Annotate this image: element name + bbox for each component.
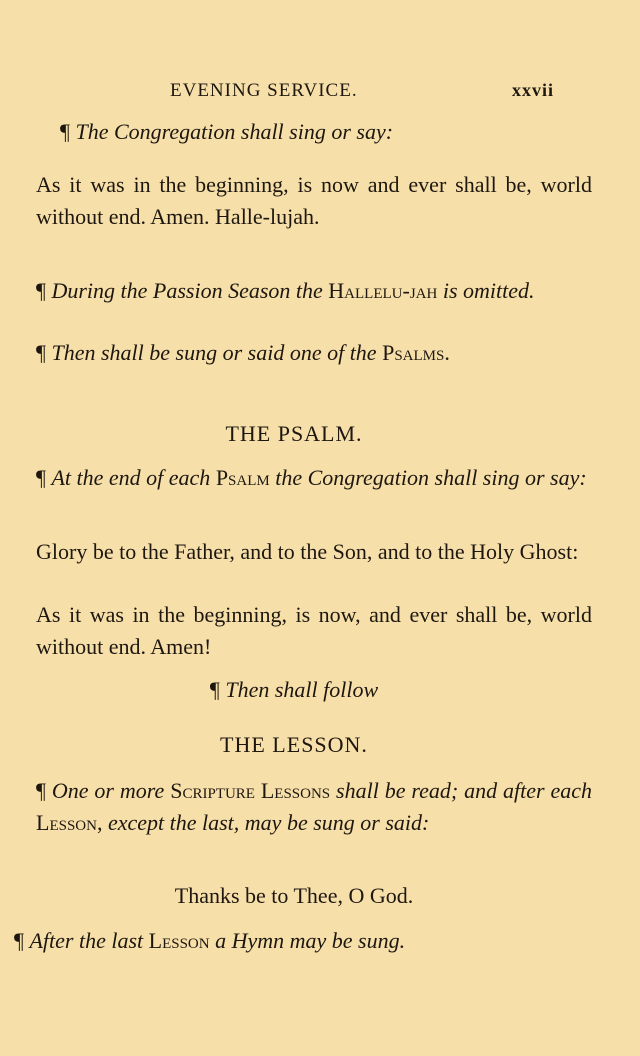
small-caps-hallelujah: Hallelu-jah bbox=[328, 278, 438, 303]
small-caps-lesson: Lesson, bbox=[36, 810, 103, 835]
gloria-patri-line2: As it was in the beginning, is now, and ever shall be, world without end. Amen! bbox=[36, 602, 592, 659]
rubric-end-of-psalm bbox=[14, 462, 592, 494]
response-thanks-be: Thanks be to Thee, O God. bbox=[174, 883, 414, 908]
page-number: xxvii bbox=[512, 80, 555, 100]
pilcrow-icon: ¶ bbox=[36, 465, 46, 490]
rubric-text: The Congregation shall sing or say: bbox=[75, 119, 394, 144]
rubric-then-shall-follow bbox=[14, 674, 574, 706]
pilcrow-icon: ¶ bbox=[60, 119, 70, 144]
rubric-congregation-sing bbox=[60, 116, 580, 148]
pilcrow-icon: ¶ bbox=[36, 278, 46, 303]
rubric-psalms bbox=[14, 337, 592, 369]
rubric-scripture-lessons bbox=[14, 775, 592, 839]
rubric-text: shall be read; and after each bbox=[336, 778, 593, 803]
pilcrow-icon: ¶ bbox=[36, 340, 46, 365]
rubric-text: Then shall be sung or said one of the bbox=[51, 340, 377, 365]
running-head: EVENING SERVICE. bbox=[170, 80, 358, 101]
rubric-text: At the end of each bbox=[51, 465, 211, 490]
rubric-text: During the Passion Season the bbox=[51, 278, 323, 303]
small-caps-psalms: Psalms. bbox=[382, 340, 450, 365]
rubric-hymn bbox=[14, 925, 584, 957]
small-caps-lesson: Lesson bbox=[148, 928, 210, 953]
pilcrow-icon: ¶ bbox=[36, 778, 46, 803]
rubric-text: except the last, may be sung or said: bbox=[107, 810, 430, 835]
small-caps-scripture-lessons: Scripture Lessons bbox=[170, 778, 331, 803]
rubric-text: Then shall follow bbox=[225, 677, 379, 702]
pilcrow-icon: ¶ bbox=[14, 928, 24, 953]
response-as-it-was: As it was in the beginning, is now and ever shall be, world without end. Amen. Halle-lujah. bbox=[36, 172, 592, 229]
heading-the-lesson: THE LESSON. bbox=[220, 732, 368, 757]
pilcrow-icon: ¶ bbox=[209, 677, 220, 702]
rubric-text: the Congregation shall sing or say: bbox=[275, 465, 587, 490]
gloria-patri-line1: Glory be to the Father, and to the Son, and to the Holy Ghost: bbox=[36, 539, 579, 564]
rubric-text: is omitted. bbox=[442, 278, 535, 303]
small-caps-psalm: Psalm bbox=[215, 465, 270, 490]
rubric-passion-season bbox=[14, 275, 592, 307]
rubric-text: One or more bbox=[51, 778, 165, 803]
heading-the-psalm: THE PSALM. bbox=[225, 421, 363, 446]
rubric-text: a Hymn may be sung. bbox=[215, 928, 406, 953]
rubric-text: After the last bbox=[29, 928, 144, 953]
